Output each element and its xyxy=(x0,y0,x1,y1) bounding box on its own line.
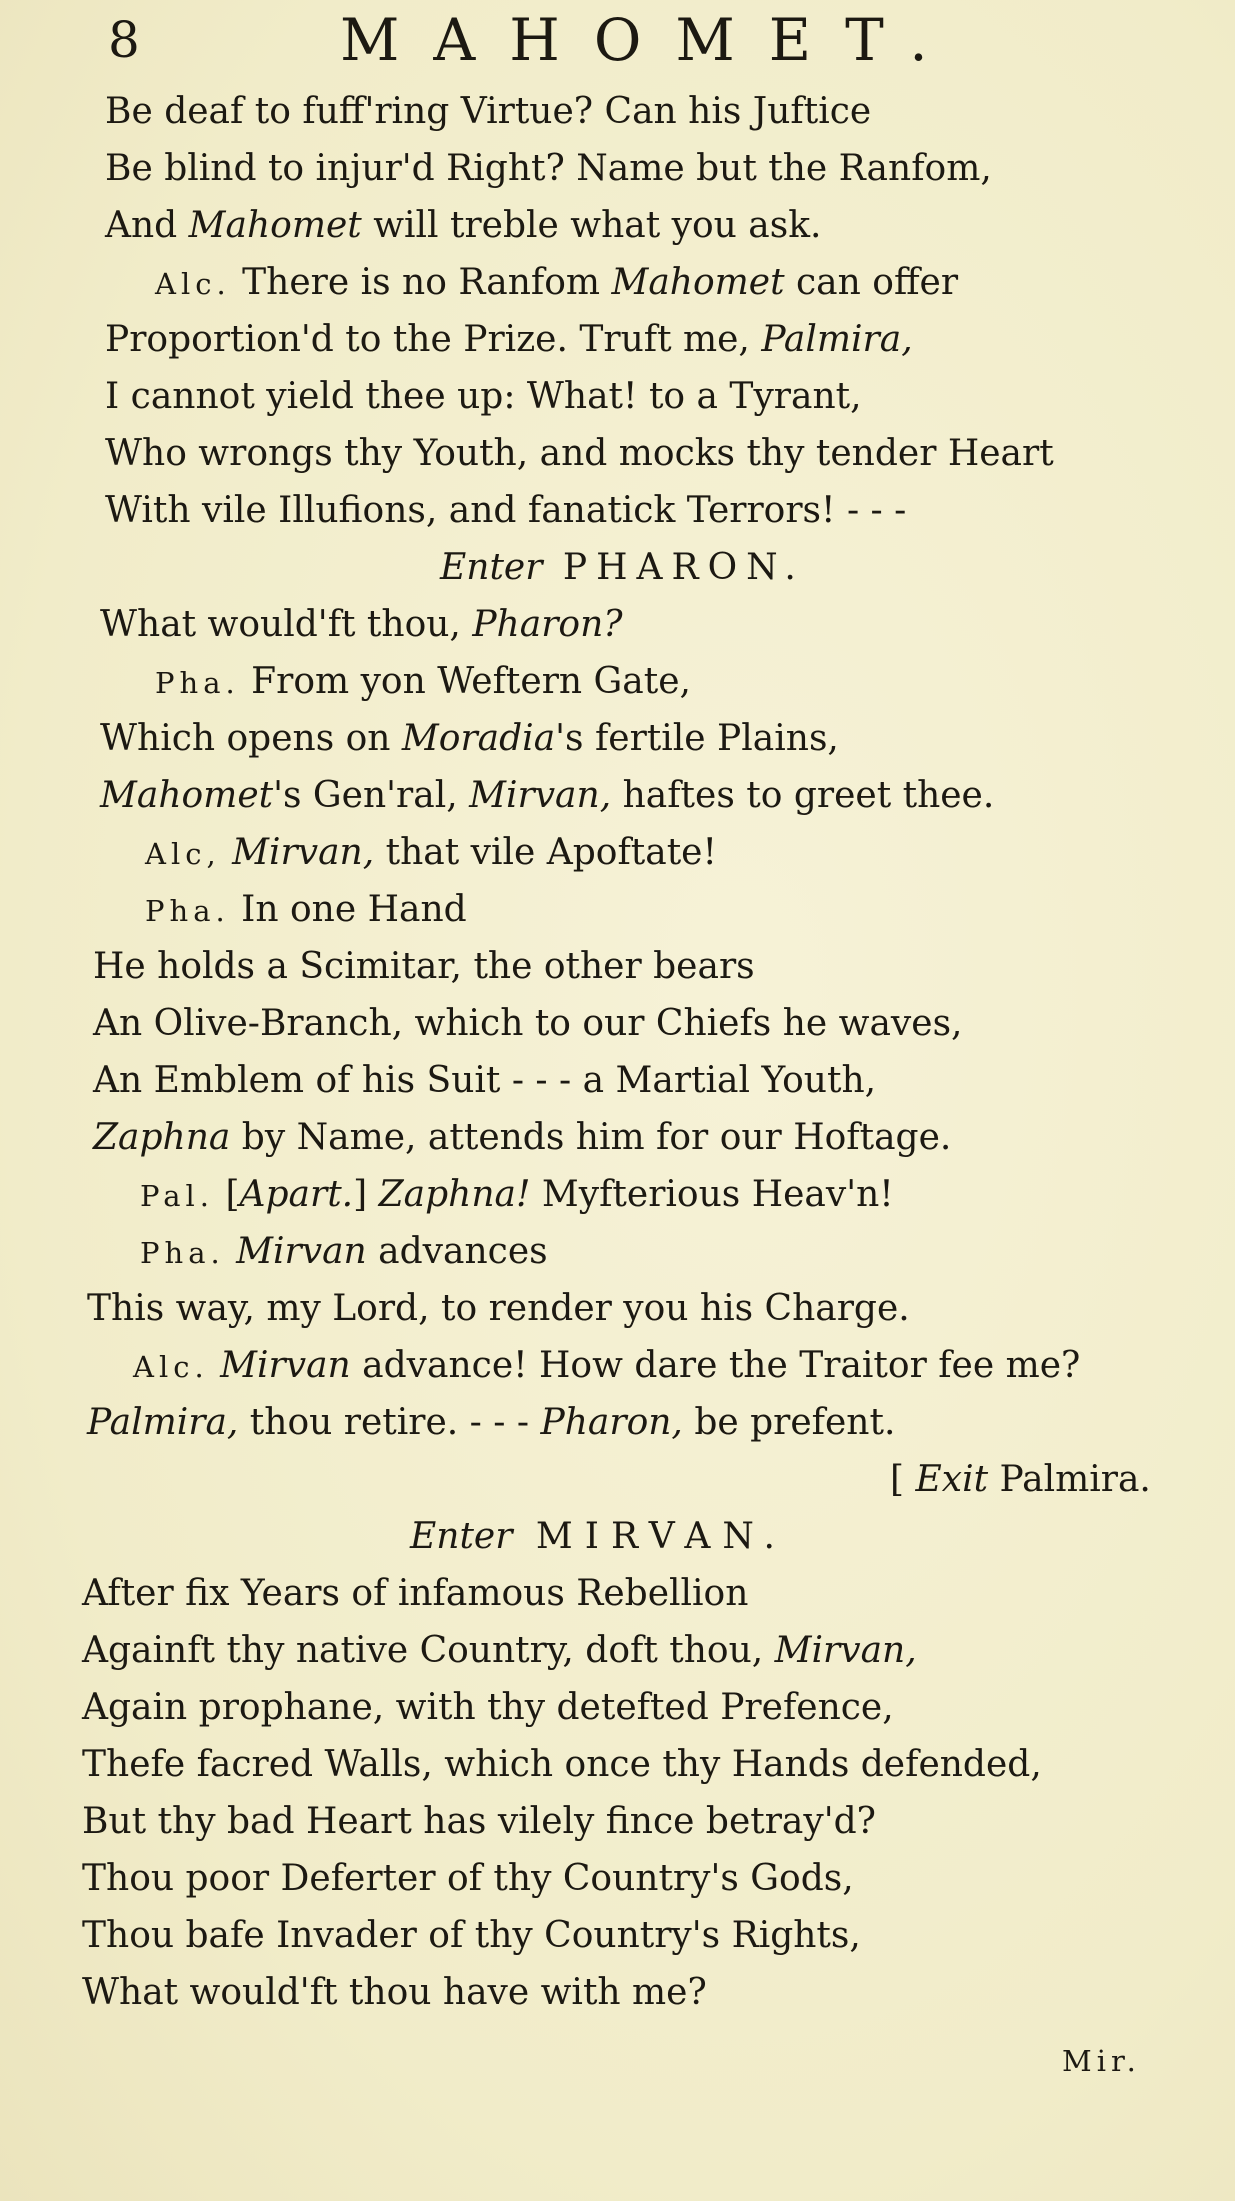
verse-line: Who wrongs thy Youth, and mocks thy tender Heart xyxy=(105,433,1054,474)
speaker-name: Pha. xyxy=(140,1236,225,1270)
verse-line: Thou bafe Invader of thy Country's Rights, xyxy=(82,1915,861,1956)
verse-line: What would'ft thou have with me? xyxy=(82,1972,707,2013)
stage-direction: Enter MIRVAN. xyxy=(410,1516,787,1557)
speech-line: Pha. From yon Weftern Gate, xyxy=(155,661,691,702)
running-title: MAHOMET. xyxy=(340,6,962,74)
verse-line: Mahomet's Gen'ral, Mirvan, haftes to greet thee. xyxy=(100,775,995,816)
speech-line: Alc, Mirvan, that vile Apoftate! xyxy=(145,832,717,873)
verse-line: Againft thy native Country, doft thou, Mirvan, xyxy=(82,1630,917,1671)
catchword: Mir. xyxy=(1062,2044,1141,2078)
stage-direction: Enter PHARON. xyxy=(440,547,805,588)
verse-line: With vile Illufions, and fanatick Terrors! - - - xyxy=(105,490,907,531)
speaker-name: Pha. xyxy=(145,894,230,928)
verse-line: Thefe facred Walls, which once thy Hands defended, xyxy=(82,1744,1042,1785)
verse-line: I cannot yield thee up: What! to a Tyrant, xyxy=(105,376,862,417)
play-text xyxy=(0,83,1235,2088)
speech-line: Alc. There is no Ranfom Mahomet can offer xyxy=(155,262,959,303)
speaker-name: Alc, xyxy=(145,837,221,871)
speech-line: Alc. Mirvan advance! How dare the Traitor fee me? xyxy=(133,1345,1081,1386)
verse-line: Again prophane, with thy detefted Prefence, xyxy=(82,1687,894,1728)
verse-line: An Emblem of his Suit - - - a Martial Youth, xyxy=(93,1060,877,1101)
speech-line: Pha. In one Hand xyxy=(145,889,467,930)
verse-line: Which opens on Moradia's fertile Plains, xyxy=(100,718,839,759)
verse-line: Proportion'd to the Prize. Truft me, Palmira, xyxy=(105,319,913,360)
verse-line: Be blind to injur'd Right? Name but the Ranfom, xyxy=(105,148,992,189)
speaker-name: Alc. xyxy=(155,267,231,301)
verse-line: Zaphna by Name, attends him for our Hoftage. xyxy=(93,1117,952,1158)
stage-direction: [ Exit Palmira. xyxy=(890,1459,1151,1500)
speaker-name: Pal. xyxy=(140,1179,214,1213)
page-header xyxy=(0,0,1235,80)
verse-line: Be deaf to fuff'ring Virtue? Can his Juftice xyxy=(105,91,872,132)
page-number: 8 xyxy=(108,11,140,69)
verse-line: What would'ft thou, Pharon? xyxy=(100,604,623,645)
verse-line: After fix Years of infamous Rebellion xyxy=(82,1573,749,1614)
verse-line: He holds a Scimitar, the other bears xyxy=(93,946,755,987)
speaker-name: Alc. xyxy=(133,1350,209,1384)
verse-line: Thou poor Deferter of thy Country's Gods, xyxy=(82,1858,854,1899)
speech-line: Pha. Mirvan advances xyxy=(140,1231,548,1272)
speaker-name: Pha. xyxy=(155,666,240,700)
verse-line: An Olive-Branch, which to our Chiefs he waves, xyxy=(93,1003,963,1044)
verse-line: Palmira, thou retire. - - - Pharon, be prefent. xyxy=(87,1402,896,1443)
verse-line: This way, my Lord, to render you his Charge. xyxy=(87,1288,910,1329)
verse-line: And Mahomet will treble what you ask. xyxy=(105,205,822,246)
speech-line: Pal. [Apart.] Zaphna! Myfterious Heav'n! xyxy=(140,1174,894,1215)
verse-line: But thy bad Heart has vilely fince betray'd? xyxy=(82,1801,876,1842)
